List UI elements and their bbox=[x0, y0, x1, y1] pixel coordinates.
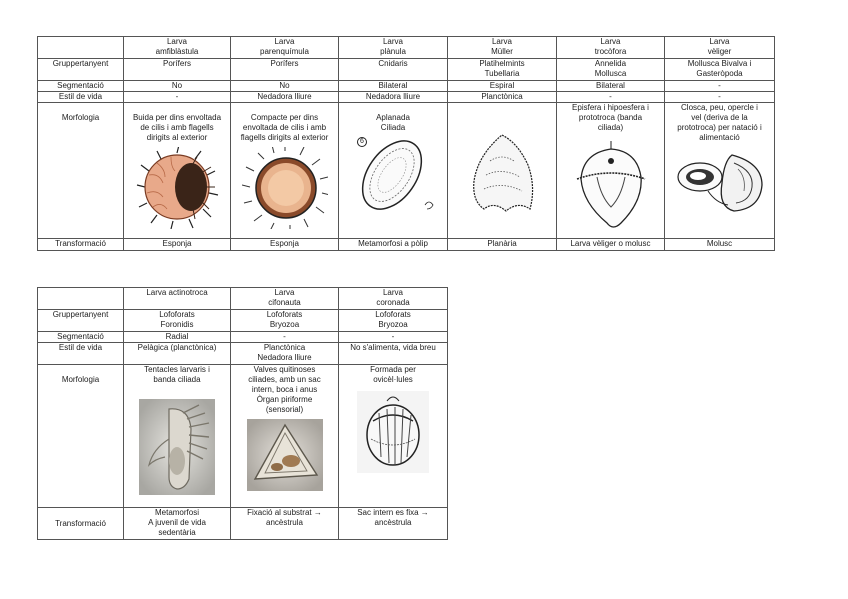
cell-morfologia-coronada bbox=[339, 365, 448, 508]
cell: Metamorfosi A juvenil de vida sedentària bbox=[124, 508, 231, 540]
cell-morfologia-parenquimula bbox=[231, 103, 339, 239]
header-row bbox=[38, 37, 775, 59]
cell: Planària bbox=[448, 239, 557, 251]
cell: Sac intern es fixa → ancèstrula bbox=[339, 508, 448, 540]
cell-morfologia-cifonauta bbox=[231, 365, 339, 508]
cell: - bbox=[665, 81, 775, 92]
row-label: Gruppertanyent bbox=[38, 310, 124, 332]
cell: Bilateral bbox=[339, 81, 448, 92]
cell: No s'alimenta, vida breu bbox=[339, 343, 448, 365]
row-label: Segmentació bbox=[38, 332, 124, 343]
cell: Nedadora lliure bbox=[231, 92, 339, 103]
morph-text: Closca, peu, opercle i vel (deriva de la prototroca) per natació i alimentació bbox=[677, 103, 762, 142]
row-grup bbox=[38, 310, 448, 332]
cell: Cnidaris bbox=[339, 59, 448, 81]
morph-text: Buida per dins envoltada de cilis i amb flagells dirigits al exterior bbox=[132, 113, 222, 142]
row-morfologia bbox=[38, 365, 448, 508]
morph-text: Valves quitinoses ciliades, amb un sac intern, boca i anus Òrgan piriforme (sensorial) bbox=[248, 365, 321, 414]
muller-larva-illustration bbox=[462, 131, 542, 221]
row-transformacio bbox=[38, 508, 448, 540]
morph-text: Aplanada Ciliada bbox=[376, 113, 410, 132]
row-label: Morfologia bbox=[38, 365, 124, 508]
row-label: Transformació bbox=[38, 508, 124, 540]
cell: Planctònica Nedadora lliure bbox=[231, 343, 339, 365]
cell: Nedadora lliure bbox=[339, 92, 448, 103]
cell-morfologia-actinotroca bbox=[124, 365, 231, 508]
cell: No bbox=[231, 81, 339, 92]
row-morfologia bbox=[38, 103, 775, 239]
header-cell: Larva actinotroca bbox=[124, 288, 231, 310]
row-label: Gruppertanyent bbox=[38, 59, 124, 81]
cell: Platihelmints Tubellaria bbox=[448, 59, 557, 81]
row-transformacio bbox=[38, 239, 775, 251]
cell: - bbox=[231, 332, 339, 343]
cell: Pelàgica (planctònica) bbox=[124, 343, 231, 365]
cell: Molusc bbox=[665, 239, 775, 251]
cell-morfologia-amfiblastula bbox=[124, 103, 231, 239]
cell: Lofoforats Bryozoa bbox=[339, 310, 448, 332]
cell: - bbox=[339, 332, 448, 343]
actinotroca-photo bbox=[139, 399, 215, 495]
header-cell: Larva vèliger bbox=[665, 37, 775, 59]
row-segmentacio bbox=[38, 332, 448, 343]
cell: - bbox=[557, 92, 665, 103]
row-grup bbox=[38, 59, 775, 81]
cell: No bbox=[124, 81, 231, 92]
row-segmentacio bbox=[38, 81, 775, 92]
row-label: Morfologia bbox=[38, 103, 124, 239]
header-cell: Larva trocòfora bbox=[557, 37, 665, 59]
morph-text: Tentacles larvaris i banda ciliada bbox=[144, 365, 210, 384]
amfiblastula-illustration bbox=[135, 147, 219, 229]
cell: Esponja bbox=[124, 239, 231, 251]
morph-text: Compacte per dins envoltada de cilis i amb flagells dirigits al exterior bbox=[240, 113, 329, 142]
cell: Fixació al substrat → ancèstrula bbox=[231, 508, 339, 540]
trocofora-illustration bbox=[571, 137, 651, 233]
cell-morfologia-muller bbox=[448, 103, 557, 239]
header-cell: Larva Müller bbox=[448, 37, 557, 59]
cell: Lofoforats Bryozoa bbox=[231, 310, 339, 332]
morph-text: Formada per ovicèl·lules bbox=[370, 365, 416, 384]
row-label: Estil de vida bbox=[38, 343, 124, 365]
planula-illustration bbox=[347, 135, 437, 215]
cell: - bbox=[124, 92, 231, 103]
header-cell: Larva coronada bbox=[339, 288, 448, 310]
header-cell-empty bbox=[38, 37, 124, 59]
morph-text: Episfera i hipoesfera i prototroca (banda ciliada) bbox=[572, 103, 649, 132]
header-cell: Larva parenquímula bbox=[231, 37, 339, 59]
cell: Radial bbox=[124, 332, 231, 343]
parenquimula-illustration bbox=[242, 147, 328, 229]
cell: Espiral bbox=[448, 81, 557, 92]
cell: Mollusca Bivalva i Gasteròpoda bbox=[665, 59, 775, 81]
cell: Metamorfosi a pòlip bbox=[339, 239, 448, 251]
row-label: Segmentació bbox=[38, 81, 124, 92]
cell: Planctònica bbox=[448, 92, 557, 103]
cell: Porífers bbox=[124, 59, 231, 81]
cell: Bilateral bbox=[557, 81, 665, 92]
cell-morfologia-trocofora bbox=[557, 103, 665, 239]
header-cell: Larva amfiblàstula bbox=[124, 37, 231, 59]
larvae-table-2 bbox=[37, 287, 448, 540]
cell: Esponja bbox=[231, 239, 339, 251]
row-estil bbox=[38, 92, 775, 103]
coronada-illustration bbox=[357, 391, 429, 473]
figure-number-mark: 6 bbox=[357, 137, 367, 147]
row-estil bbox=[38, 343, 448, 365]
header-cell: Larva plànula bbox=[339, 37, 448, 59]
cell: Lofoforats Foronidis bbox=[124, 310, 231, 332]
header-cell-empty bbox=[38, 288, 124, 310]
cell-morfologia-veliger bbox=[665, 103, 775, 239]
veliger-illustration bbox=[672, 147, 768, 217]
header-cell: Larva cifonauta bbox=[231, 288, 339, 310]
cell: - bbox=[665, 92, 775, 103]
larvae-table-1 bbox=[37, 36, 775, 251]
row-label: Transformació bbox=[38, 239, 124, 251]
cifonauta-photo bbox=[247, 419, 323, 491]
cell-morfologia-planula bbox=[339, 103, 448, 239]
header-row bbox=[38, 288, 448, 310]
cell: Annelida Mollusca bbox=[557, 59, 665, 81]
cell: Larva vèliger o molusc bbox=[557, 239, 665, 251]
row-label: Estil de vida bbox=[38, 92, 124, 103]
cell: Porífers bbox=[231, 59, 339, 81]
